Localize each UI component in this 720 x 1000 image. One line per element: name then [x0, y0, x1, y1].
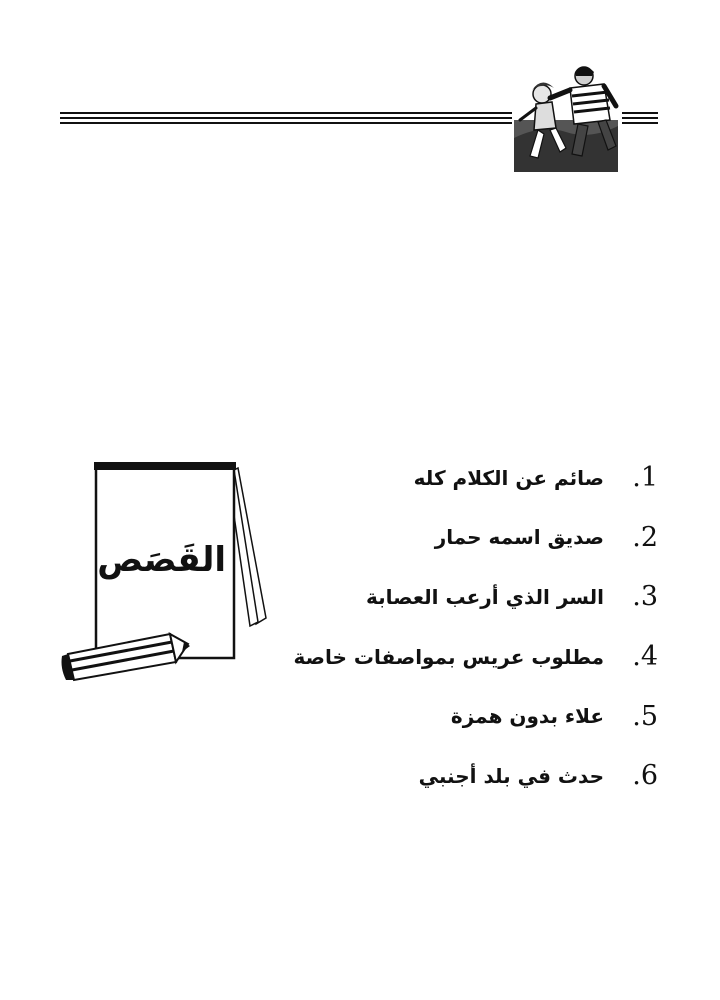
story-title: السر الذي أرعب العصابة — [365, 584, 604, 609]
list-item[interactable] — [238, 686, 658, 746]
list-item[interactable] — [238, 567, 658, 627]
story-number: .4 — [632, 641, 658, 673]
story-number: .6 — [632, 760, 658, 792]
comic-illustration — [512, 58, 620, 172]
story-title: صائم عن الكلام كله — [413, 465, 604, 490]
notepad-label: القَصَص — [97, 540, 226, 580]
story-title: علاء بدون همزة — [450, 704, 604, 729]
story-title: مطلوب عريس بمواصفات خاصة — [293, 644, 604, 669]
header-rule-left — [60, 112, 512, 124]
story-title: صديق اسمه حمار — [434, 525, 604, 550]
list-item[interactable] — [238, 508, 658, 568]
list-item[interactable] — [238, 627, 658, 687]
story-number: .3 — [632, 581, 658, 613]
list-item[interactable] — [238, 448, 658, 508]
header-rule-right — [622, 112, 658, 124]
story-number: .5 — [632, 700, 658, 732]
story-title: حدث في بلد أجنبي — [418, 763, 604, 788]
story-number: .2 — [632, 521, 658, 553]
stories-list — [238, 448, 658, 806]
story-number: .1 — [632, 462, 658, 494]
list-item[interactable] — [238, 746, 658, 806]
